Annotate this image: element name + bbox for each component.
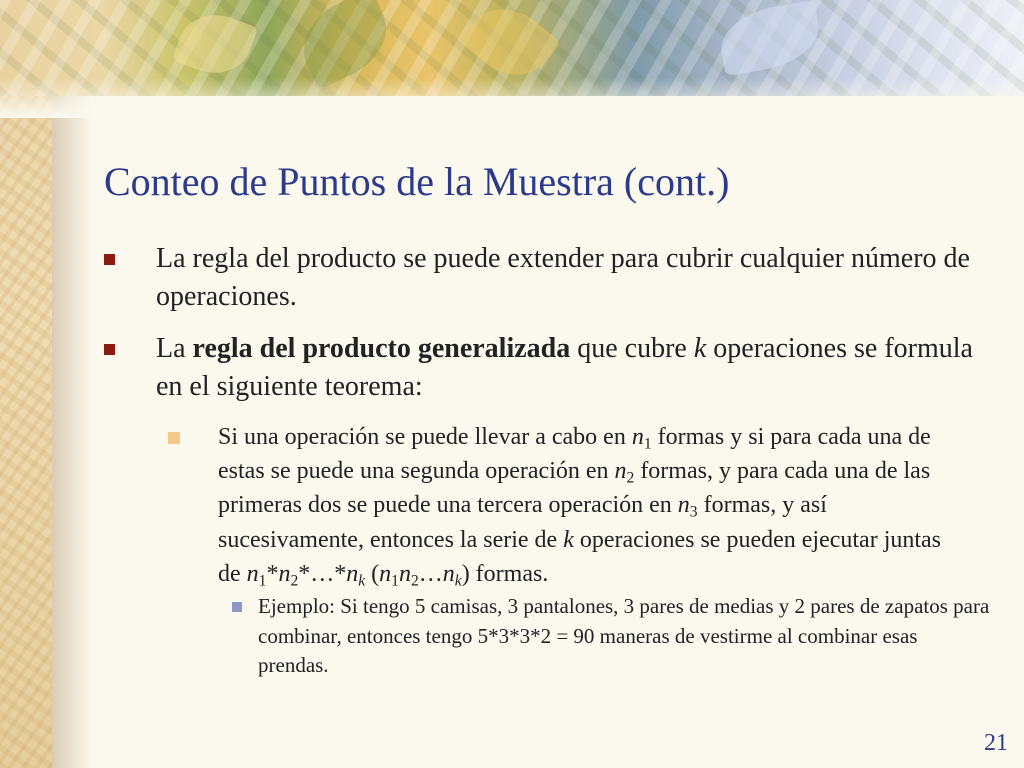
bullet-text: La regla del producto se puede extender para cubrir cualquier número de operaciones.	[156, 243, 970, 312]
bullet-square-icon	[104, 344, 115, 355]
bold-term: regla del producto generalizada	[192, 333, 571, 364]
slide-title: Conteo de Puntos de la Muestra (cont.)	[104, 159, 730, 204]
page-number: 21	[984, 730, 1008, 756]
sub-sub-bullet-item	[232, 592, 992, 681]
sub-bullet-text: Si una operación se puede llevar a cabo en $n_1$ formas y si para cada una de estas se puede una segunda operación en $n_2$ formas, y para cada una de las primeras dos se puede una tercera operación en $n_3$ formas, y así sucesivamente, entonces la serie de k operaciones se pueden ejecutar juntas de $n_1*n_2*\dots*n_k$ $(n_1n_2\dots n_k)$ formas.	[218, 424, 942, 590]
bullet-item	[104, 330, 1004, 406]
bullet-square-icon	[168, 432, 180, 444]
bullet-square-icon	[232, 602, 242, 612]
example-text: Ejemplo: Si tengo 5 camisas, 3 pantalones, 3 pares de medias y 2 pares de zapatos para combinar, entonces tengo 5*3*3*2 = 90 maneras de vestirme al combinar esas prendas.	[258, 594, 990, 677]
bullet-square-icon	[104, 254, 115, 265]
bullet-text: La regla del producto generalizada que cubre k operaciones se formula en el siguiente teorema:	[156, 333, 973, 402]
sub-bullet-item	[168, 420, 968, 591]
bullet-item	[104, 240, 1004, 316]
